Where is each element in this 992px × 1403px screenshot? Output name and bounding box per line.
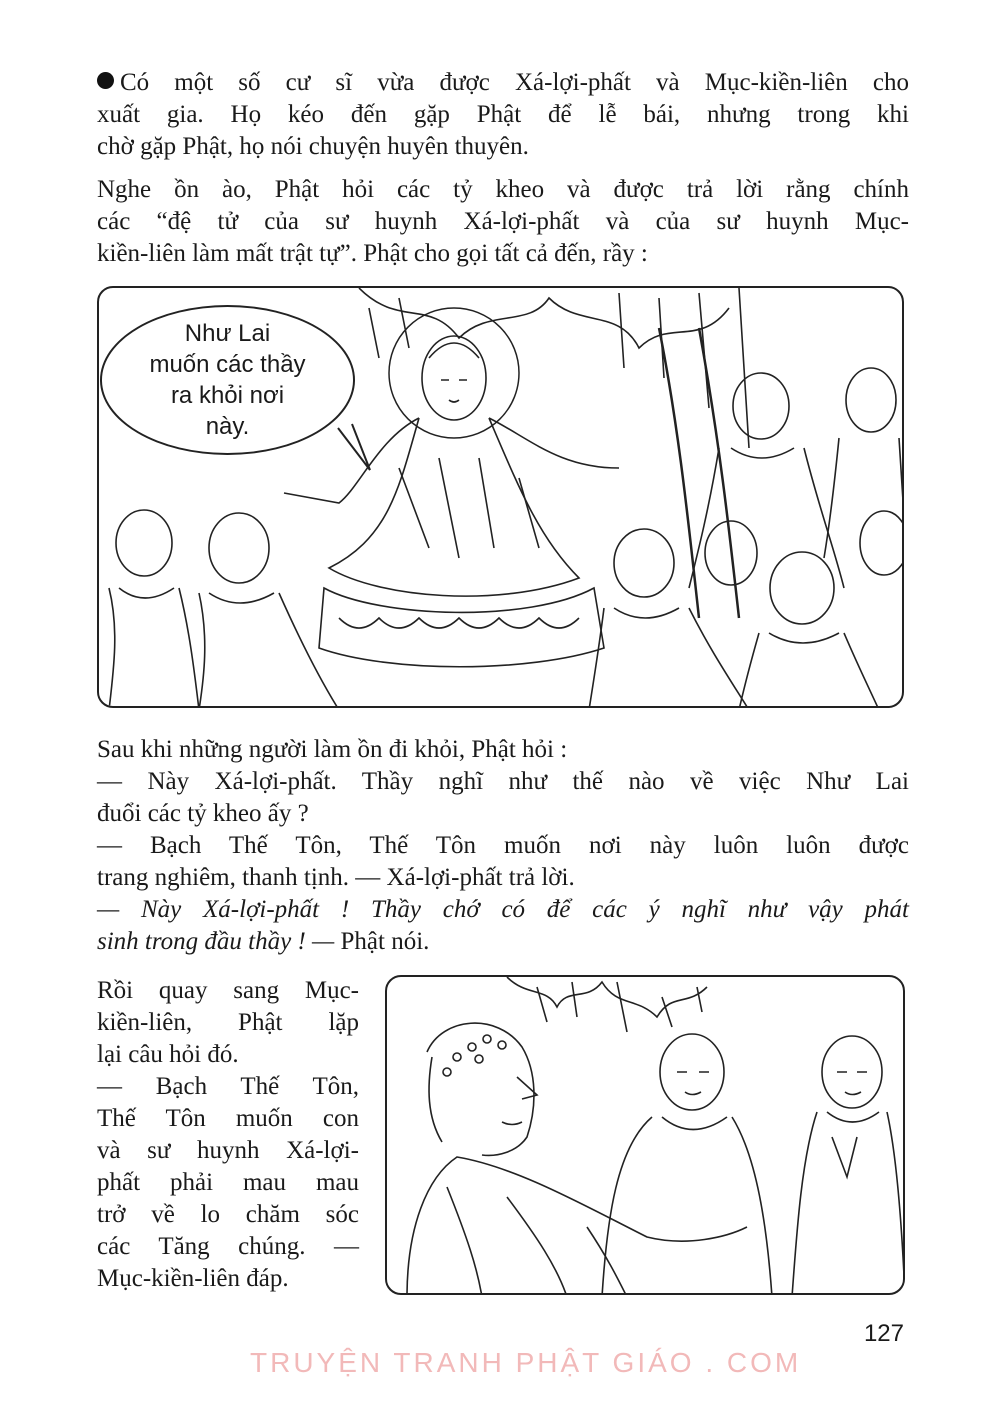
- bubble-line-3: ra khỏi nơi: [170, 382, 285, 409]
- dialogue-line-7: Phật nói.: [334, 928, 430, 955]
- dialogue-line-2: — Này Xá-lợi-phất. Thầy nghĩ như thế nào về việc Như Lai: [97, 768, 909, 795]
- page-number: 127: [863, 1320, 904, 1347]
- side-line-6: và sư huynh Xá-lợi-: [97, 1137, 359, 1164]
- dialogue-line-1: Sau khi những người làm ồn đi khỏi, Phật hỏi :: [97, 736, 568, 763]
- paragraph-2: [97, 174, 909, 270]
- dialogue-line-5: trang nghiêm, thanh tịnh. — Xá-lợi-phất trả lời.: [97, 864, 575, 891]
- bubble-line-2: muốn các thầy: [149, 351, 306, 378]
- dialogue-line-3: đuổi các tỷ kheo ấy ?: [97, 800, 309, 827]
- para2-line-1: Nghe ồn ào, Phật hỏi các tỷ kheo và được trả lời rằng chính: [97, 176, 909, 203]
- side-text: [97, 975, 359, 1295]
- intro-paragraph: [97, 67, 909, 163]
- bubble-line-1: Như Lai: [184, 320, 271, 347]
- dialogue-line-7-italic: sinh trong đầu thầy ! —: [97, 928, 335, 955]
- side-line-4: — Bạch Thế Tôn,: [97, 1073, 359, 1100]
- para2-line-3: kiền-liên làm mất trật tự”. Phật cho gọi tất cả đến, rầy :: [97, 240, 648, 267]
- bubble-line-4: này.: [205, 413, 250, 440]
- speech-bubble: [100, 305, 355, 455]
- intro-line-3: chờ gặp Phật, họ nói chuyện huyên thuyên.: [97, 133, 529, 160]
- side-line-5: Thế Tôn muốn con: [97, 1105, 359, 1132]
- side-line-9: các Tăng chúng. —: [97, 1233, 359, 1260]
- bubble-tail: [330, 420, 390, 480]
- side-line-2: kiền-liên, Phật lặp: [97, 1009, 359, 1036]
- bullet-icon: [97, 72, 114, 89]
- para2-line-2: các “đệ tử của sư huynh Xá-lợi-phất và của sư huynh Mục-: [97, 208, 909, 235]
- dialogue-line-6: — Này Xá-lợi-phất ! Thầy chớ có để các ý nghĩ như vậy phát: [97, 896, 909, 923]
- dialogue-block: [97, 734, 909, 958]
- watermark-text: TRUYỆN TRANH PHẬT GIÁO . COM: [250, 1347, 802, 1378]
- side-line-10: Mục-kiền-liên đáp.: [97, 1265, 289, 1292]
- intro-line-1: Có một số cư sĩ vừa được Xá-lợi-phất và Mục-kiền-liên cho: [120, 69, 909, 96]
- dialogue-line-4: — Bạch Thế Tôn, Thế Tôn muốn nơi này luôn luôn được: [97, 832, 909, 859]
- panel-2-illustration: [387, 977, 905, 1295]
- side-line-8: trở về lo chăm sóc: [97, 1201, 359, 1228]
- intro-line-2: xuất gia. Họ kéo đến gặp Phật để lễ bái, nhưng trong khi: [97, 101, 909, 128]
- side-line-3: lại câu hỏi đó.: [97, 1041, 239, 1068]
- side-line-1: Rồi quay sang Mục-: [97, 977, 359, 1004]
- comic-panel-2: [385, 975, 905, 1295]
- side-line-7: phất phải mau mau: [97, 1169, 359, 1196]
